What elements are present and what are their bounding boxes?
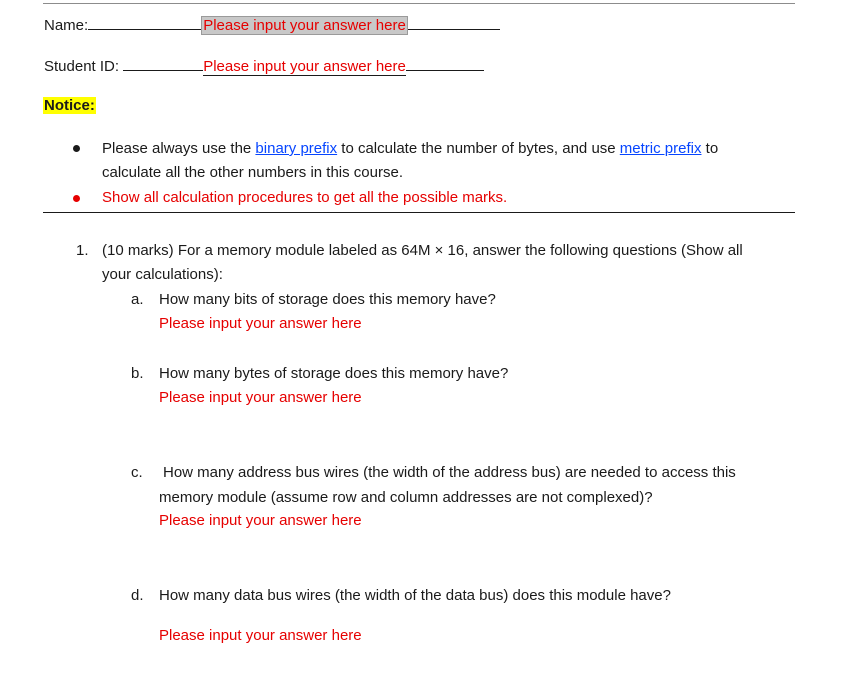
question-1-number: 1. bbox=[76, 242, 89, 259]
notice-item-1-text-2: to calculate the number of bytes, and use bbox=[337, 140, 620, 157]
part-c-question-line1: How many address bus wires (the width of the address bus) are needed to access this bbox=[163, 464, 736, 481]
part-b-letter: b. bbox=[131, 365, 144, 382]
student-id-label: Student ID: bbox=[44, 58, 120, 75]
student-id-answer-field[interactable]: Please input your answer here bbox=[203, 58, 406, 75]
notice-item-1-text: Please always use the bbox=[102, 140, 256, 157]
notice-heading bbox=[43, 96, 96, 116]
question-1-text-line1: (10 marks) For a memory module labeled as 64M × 16, answer the following questions (Show all bbox=[102, 242, 743, 259]
notice-item-1-line1 bbox=[102, 139, 718, 159]
part-c-question-line2: memory module (assume row and column addresses are not complexed)? bbox=[159, 489, 653, 506]
name-underline-left bbox=[88, 15, 202, 30]
name-answer-field[interactable]: Please input your answer here bbox=[203, 17, 406, 34]
binary-prefix-link[interactable]: binary prefix bbox=[255, 140, 338, 157]
notice-item-1-line2: calculate all the other numbers in this course. bbox=[102, 164, 403, 181]
metric-prefix-link[interactable]: metric prefix bbox=[619, 140, 702, 157]
student-id-underline-right bbox=[406, 56, 484, 71]
notice-item-1-text-3: to bbox=[701, 140, 719, 157]
part-d-question: How many data bus wires (the width of the data bus) does this module have? bbox=[159, 587, 671, 604]
name-underline-right bbox=[407, 15, 500, 30]
bullet-icon-red bbox=[73, 195, 80, 202]
name-row bbox=[44, 15, 500, 36]
part-a-answer-field[interactable]: Please input your answer here bbox=[159, 315, 362, 332]
student-id-underline-left bbox=[123, 56, 203, 71]
question-1-text-line2: your calculations): bbox=[102, 266, 223, 283]
part-b-question: How many bytes of storage does this memory have? bbox=[159, 365, 509, 382]
part-a-question: How many bits of storage does this memory have? bbox=[159, 291, 496, 308]
top-rule bbox=[43, 3, 795, 4]
bullet-icon bbox=[73, 145, 80, 152]
notice-rule bbox=[43, 212, 795, 213]
part-a-letter: a. bbox=[131, 291, 144, 308]
part-c-letter: c. bbox=[131, 464, 143, 481]
notice-label: Notice: bbox=[44, 97, 95, 114]
part-b-answer-field[interactable]: Please input your answer here bbox=[159, 389, 362, 406]
notice-item-2: Show all calculation procedures to get all the possible marks. bbox=[102, 189, 508, 206]
part-c-answer-field[interactable]: Please input your answer here bbox=[159, 512, 362, 529]
part-d-answer-field[interactable]: Please input your answer here bbox=[159, 627, 362, 644]
name-label: Name: bbox=[44, 17, 89, 34]
student-id-row bbox=[44, 56, 484, 77]
part-d-letter: d. bbox=[131, 587, 144, 604]
